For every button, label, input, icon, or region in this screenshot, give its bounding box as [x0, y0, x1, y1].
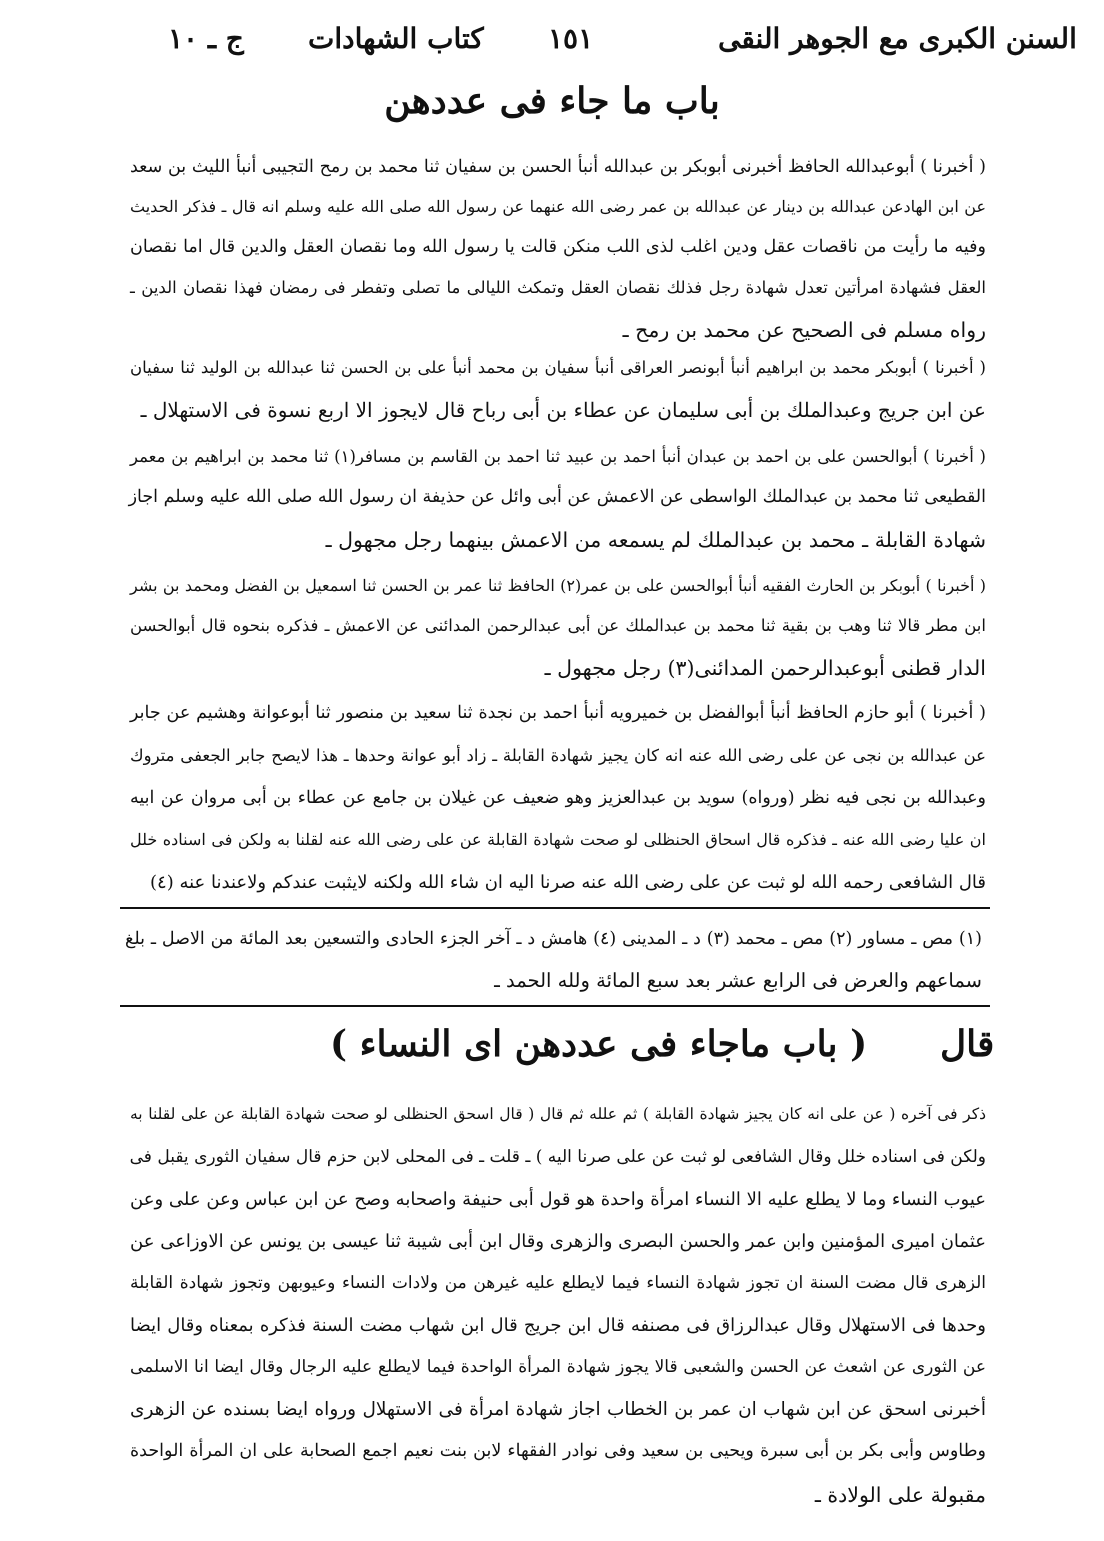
text-line: شهادة القابلة ـ محمد بن عبدالملك لم يسمعه من الاعمش بينهما رجل مجهول ـ — [325, 528, 986, 552]
commentary-label: قال — [940, 1023, 995, 1065]
text-line: عن عبدالله بن نجى عن على رضى الله عنه انه كان يجيز شهادة القابلة ـ زاد أبو عوانة وحدها ـ هذا لايصح جابر الجعفى متروك — [130, 746, 986, 765]
text-line: ( أخبرنا ) أبوبكر بن الحارث الفقيه أنبأ أبوالحسن على بن عمر(٢) الحافظ ثنا عمر بن الحسن ثنا اسمعيل بن الفضل ومحمد بن بشر — [130, 576, 986, 595]
commentary-title: ( باب ماجاء فى عددهن اى النساء ) — [330, 1023, 868, 1065]
header-chapter: كتاب الشهادات — [308, 22, 484, 55]
text-line: العقل فشهادة امرأتين تعدل شهادة رجل فذلك نقصان العقل وتمكث الليالى ما تصلى وتفطر فى رمضان فهذا نقصان الدين ـ — [130, 278, 986, 297]
text-line: الزهرى قال مضت السنة ان تجوز شهادة النساء فيما لايطلع عليه غيرهن من ولادات النساء وعيوبهن وتجوز شهادة القابلة — [130, 1273, 986, 1293]
text-line: وطاوس وأبى بكر بن أبى سبرة ويحيى بن سعيد وفى نوادر الفقهاء لابن بنت نعيم اجمع الصحابة على ان المرأة الواحدة — [130, 1441, 986, 1461]
text-line: رواه مسلم فى الصحيح عن محمد بن رمح ـ — [622, 318, 986, 342]
footnote-line: (١) مص ـ مساور (٢) مص ـ محمد (٣) د ـ المدينى (٤) هامش د ـ آخر الجزء الحادى والتسعين بعد المائة من الاصل ـ بلغ — [125, 929, 982, 949]
text-line: ( أخبرنا ) أبوعبدالله الحافظ أخبرنى أبوبكر بن عبدالله أنبأ الحسن بن سفيان ثنا محمد بن رمح التجيبى أنبأ الليث بن سعد — [130, 157, 986, 177]
text-line: الدار قطنى أبوعبدالرحمن المدائنى(٣) رجل مجهول ـ — [544, 656, 986, 680]
text-line: عن ابن الهادعن عبدالله بن دينار عن عبدالله بن عمر رضى الله عنهما عن رسول الله صلى الله عليه وسلم انه قال ـ فذكر الحديث — [130, 197, 986, 216]
footnote-divider — [120, 907, 990, 909]
section-divider — [120, 1005, 990, 1007]
text-line: أخبرنى اسحق عن ابن شهاب ان عمر بن الخطاب اجاز شهادة امرأة فى الاستهلال ورواه ايضا بسنده عن الزهرى — [130, 1399, 986, 1420]
text-line: مقبولة على الولادة ـ — [814, 1483, 986, 1507]
footnote-line: سماعهم والعرض فى الرابع عشر بعد سبع المائة ولله الحمد ـ — [494, 969, 982, 992]
header-volume: ج ـ ١٠ — [168, 22, 244, 55]
text-line: عن الثورى عن اشعث عن الحسن والشعبى قالا يجوز شهادة المرأة الواحدة فيما لايطلع عليه الرجال وقال ايضا انا الاسلمى — [130, 1357, 986, 1377]
text-line: ( أخبرنا ) أبوبكر محمد بن ابراهيم أنبأ أبونصر العراقى أنبأ سفيان بن محمد أنبأ على بن الحسن ثنا عبدالله بن الوليد ثنا سفيان — [130, 358, 986, 377]
text-line: ( أخبرنا ) أبو حازم الحافظ أنبأ أبوالفضل بن خميرويه أنبأ احمد بن نجدة ثنا سعيد بن منصور ثنا أبوعوانة وهشيم عن جابر — [130, 703, 986, 723]
text-line: وحدها فى الاستهلال وقال عبدالرزاق فى مصنفه قال ابن جريج قال ابن شهاب مضت السنة فذكره بمعناه وقال ايضا — [130, 1315, 986, 1336]
header-book-title: السنن الكبرى مع الجوهر النقى — [718, 22, 1077, 55]
text-line: وفيه ما رأيت من ناقصات عقل ودين اغلب لذى اللب منكن قالت يا رسول الله وما نقصان العقل والدين قال اما نقصان — [130, 237, 986, 257]
text-line: عن ابن جريج وعبدالملك بن أبى سليمان عن عطاء بن أبى رباح قال لايجوز الا اربع نسوة فى الاستهلال ـ — [140, 398, 986, 422]
text-line: عيوب النساء وما لا يطلع عليه الا النساء امرأة واحدة هو قول أبى حنيفة واصحابه وصح عن ابن عباس وعن على وعن — [130, 1189, 986, 1210]
text-line: وعبدالله بن نجى فيه نظر (ورواه) سويد بن عبدالعزيز وهو ضعيف عن غيلان بن جامع عن عطاء بن أبى مروان عن ابيه — [130, 788, 986, 808]
text-line: القطيعى ثنا محمد بن عبدالملك الواسطى عن الاعمش عن أبى وائل عن حذيفة ان رسول الله صلى الله عليه وسلم اجاز — [128, 487, 986, 507]
text-line: ابن مطر قالا ثنا وهب بن بقية ثنا محمد بن عبدالملك عن أبى عبدالرحمن المدائنى عن الاعمش ـ فذكره بنحوه قال أبوالحسن — [130, 616, 986, 635]
text-line: عثمان اميرى المؤمنين وابن عمر والحسن البصرى والزهرى وقال ابن أبى شيبة ثنا عيسى بن يونس عن الاوزاعى عن — [130, 1231, 986, 1252]
section-title: باب ما جاء فى عددهن — [384, 80, 720, 122]
text-line: قال الشافعى رحمه الله لو ثبت عن على رضى الله عنه صرنا اليه ان شاء الله ولكنه لايثبت عندكم ولاعندنا عنه (٤) — [150, 872, 986, 893]
text-line: ان عليا رضى الله عنه ـ فذكره قال اسحاق الحنظلى لو صحت شهادة القابلة عن على رضى الله عنه لقلنا به ولكن فى اسناده خلل — [130, 830, 986, 849]
text-line: ولكن فى اسناده خلل وقال الشافعى لو ثبت عن على صرنا اليه ) ـ قلت ـ فى المحلى لابن حزم قال سفيان الثورى يقبل فى — [129, 1147, 986, 1167]
text-line: ( أخبرنا ) أبوالحسن على بن احمد بن عبدان أنبأ احمد بن عبيد ثنا احمد بن القاسم بن مسافر(١) ثنا محمد بن ابراهيم بن معمر — [130, 447, 986, 466]
header-page-number: ١٥١ — [548, 22, 594, 55]
text-line: ذكر فى آخره ( عن على انه كان يجيز شهادة القابلة ) ثم علله ثم قال ( قال اسحق الحنظلى لو صحت شهادة القابلة عن على لقلنا به — [130, 1105, 986, 1123]
